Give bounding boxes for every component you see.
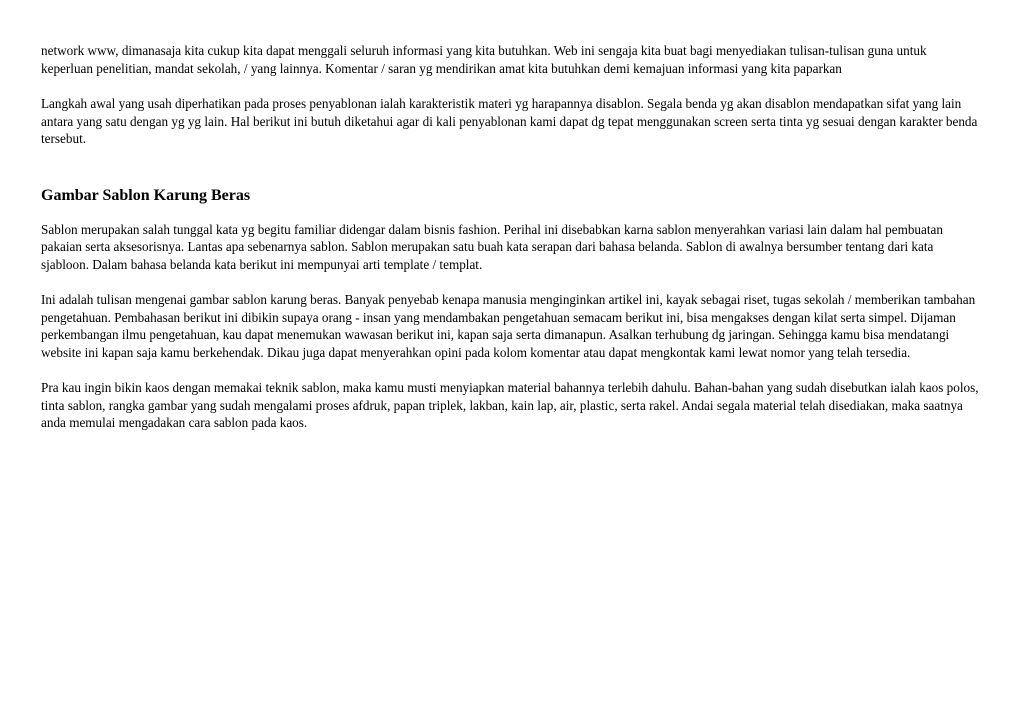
paragraph-intro-1: network www, dimanasaja kita cukup kita dapat menggali seluruh informasi yang kita butuhkan. Web ini sengaja kita buat bagi menyediakan tulisan-tulisan guna untuk keperluan penelitian, mandat sekolah, / yang lainnya. Komentar / saran yg mendirikan amat kita butuhkan demi kemajuan informasi yang kita paparkan [41, 43, 927, 76]
section-heading: Gambar Sablon Karung Beras [41, 186, 251, 204]
paragraph-main-3: Pra kau ingin bikin kaos dengan memakai teknik sablon, maka kamu musti menyiapkan material bahannya terlebih dahulu. Bahan-bahan yang sudah disebutkan ialah kaos polos, tinta sablon, rangka gambar yang sudah mengalami proses afdruk, papan triplek, lakban, kain lap, air, plastic, serta rakel. Andai segala material telah disediakan, maka saatnya anda memulai mengadakan cara sablon pada kaos. [41, 380, 979, 430]
document-page [41, 42, 981, 432]
paragraph-main-2: Ini adalah tulisan mengenai gambar sablon karung beras. Banyak penyebab kenapa manusia menginginkan artikel ini, kayak sebagai riset, tugas sekolah / memberikan tambahan pengetahuan. Pembahasan berikut ini dibikin supaya orang - insan yang mendambakan pengetahuan semacam berikut ini, bisa mengakses dengan kilat serta simpel. Dijaman perkembangan ilmu pengetahuan, kau dapat menemukan wawasan berikut ini, kapan saja serta dimanapun. Asalkan terhubung dg jaringan. Sehingga kamu bisa mendatangi website ini kapan saja kamu berkehendak. Dikau juga dapat menyerahkan opini pada kolom komentar atau dapat mengkontak kami lewat nomor yang telah tersedia. [41, 292, 976, 360]
paragraph-main-1: Sablon merupakan salah tunggal kata yg begitu familiar didengar dalam bisnis fashion. Perihal ini disebabkan karna sablon menyerahkan variasi lain dalam hal pembuatan pakaian serta aksesorisnya. Lantas apa sebenarnya sablon. Sablon merupakan satu buah kata serapan dari bahasa belanda. Sablon di awalnya bersumber tentang dari kata sjabloon. Dalam bahasa belanda kata berikut ini mempunyai arti template / templat. [41, 221, 943, 272]
paragraph-intro-2: Langkah awal yang usah diperhatikan pada proses penyablonan ialah karakteristik materi yg harapannya disablon. Segala benda yg akan disablon mendapatkan sifat yang lain antara yang satu dengan yg yg lain. Hal berikut ini butuh diketahui agar di kali penyablonan kami dapat dg tepat menggunakan screen serta tinta yg sesuai dengan karakter benda tersebut. [41, 96, 978, 146]
